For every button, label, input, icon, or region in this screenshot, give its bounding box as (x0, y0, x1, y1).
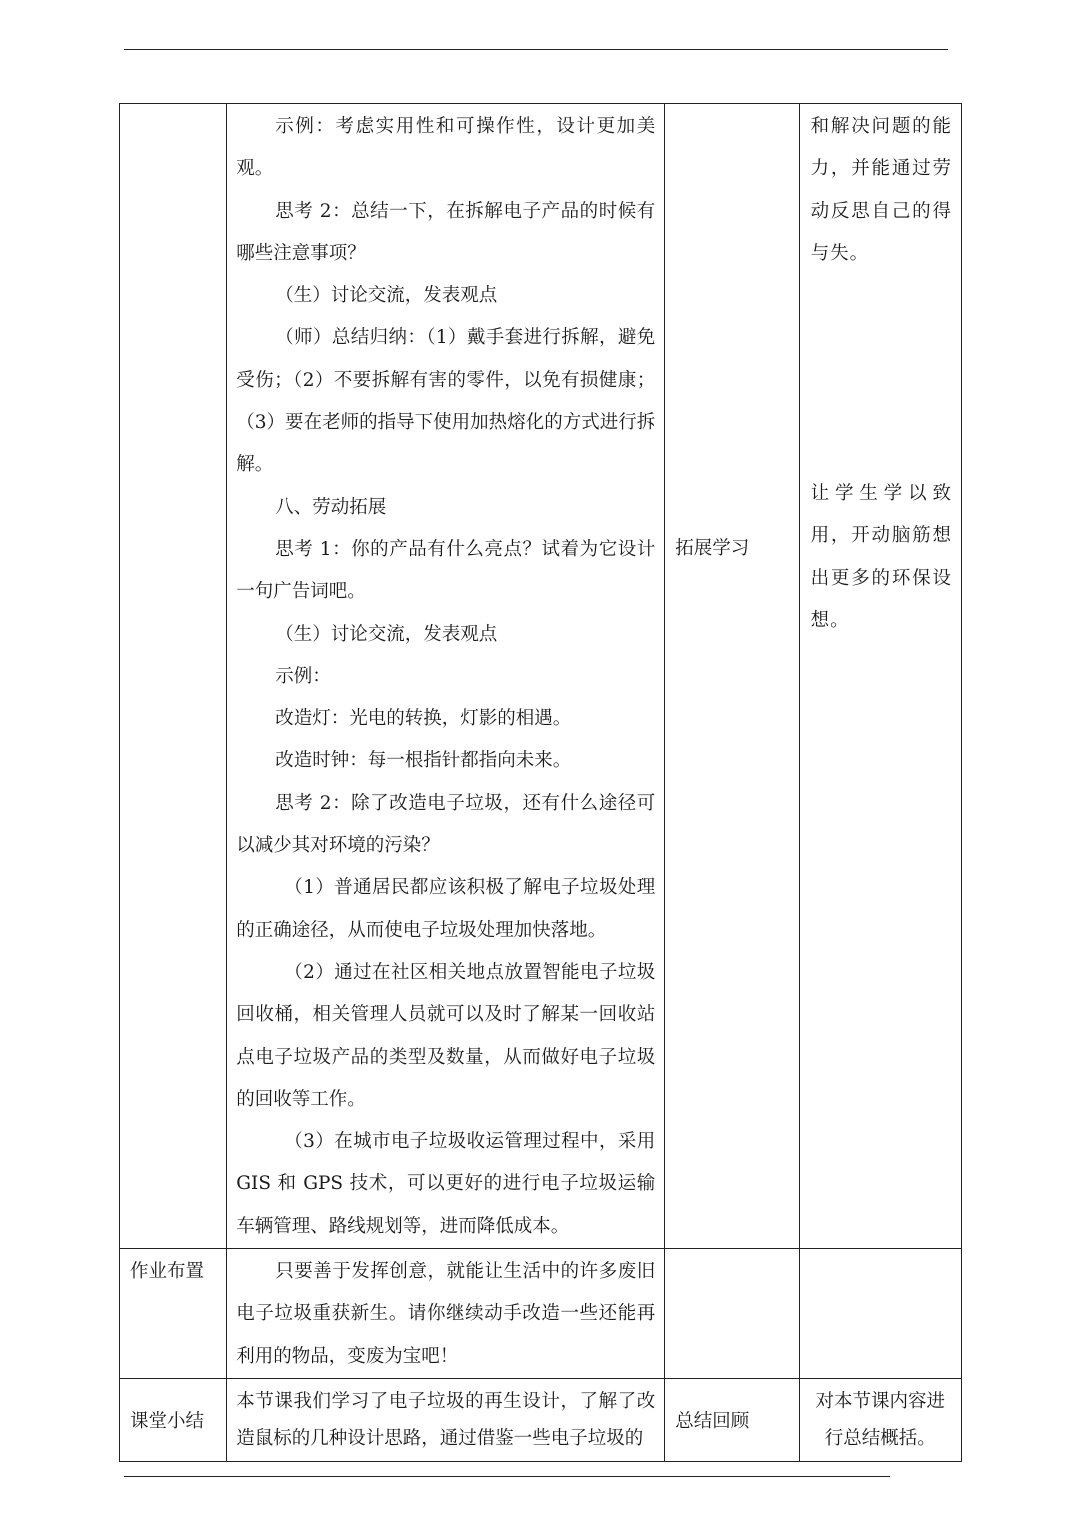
intent-text-top (800, 104, 961, 275)
lesson-plan-table (119, 103, 962, 1462)
paragraph: 本节课我们学习了电子垃圾的再生设计，了解了改造鼠标的几种设计思路，通过借鉴一些电子垃圾的 (236, 1390, 656, 1449)
summary-label: 课堂小结 (130, 1410, 205, 1432)
summary-label-cell (120, 1378, 227, 1461)
homework-activity-cell (665, 1249, 799, 1379)
intent-paragraph: 和解决问题的能力，并能通过劳动反思自己的得与失。 (810, 116, 952, 264)
table-row-summary (120, 1378, 962, 1461)
table-row-homework (120, 1249, 962, 1379)
section-heading: 八、劳动拓展 (275, 496, 387, 518)
paragraph: 思考 1：你的产品有什么亮点？试着为它设计一句广告词吧。 (236, 538, 656, 603)
homework-content-cell (227, 1249, 665, 1379)
content-cell (227, 104, 665, 1249)
homework-label: 作业布置 (130, 1261, 205, 1283)
homework-text (227, 1249, 664, 1378)
summary-intent: 对本节课内容进行总结概括。 (815, 1390, 946, 1449)
intent-paragraph: 让学生学以致用，开动脑筋想出更多的环保设想。 (810, 483, 952, 632)
activity-cell (665, 104, 799, 1249)
homework-intent-cell (799, 1249, 961, 1379)
homework-label-cell (120, 1249, 227, 1379)
summary-intent-cell (799, 1378, 961, 1461)
summary-activity-cell (665, 1378, 799, 1461)
paragraph: 改造灯：光电的转换，灯影的相遇。 (275, 708, 572, 730)
activity-label: 拓展学习 (675, 538, 750, 559)
paragraph: （师）总结归纳：（1）戴手套进行拆解，避免受伤；（2）不要拆解有害的零件，以免有损健康；（3）要在老师的指导下使用加热熔化的方式进行拆解。 (236, 327, 656, 476)
intent-cell (799, 104, 961, 1249)
paragraph: 示例： (275, 665, 331, 687)
table-row-activities (120, 104, 962, 1249)
paragraph: 只要善于发挥创意，就能让生活中的许多废旧电子垃圾重获新生。请你继续动手改造一些还能再利用的物品，变废为宝吧！ (236, 1261, 656, 1367)
paragraph: 示例：考虑实用性和可操作性，设计更加美观。 (236, 116, 656, 180)
paragraph: 改造时钟：每一根指针都指向未来。 (275, 750, 572, 772)
paragraph: （2）通过在社区相关地点放置智能电子垃圾回收桶，相关管理人员就可以及时了解某一回收站点电子垃圾产品的类型及数量，从而做好电子垃圾的回收等工作。 (236, 961, 656, 1110)
paragraph: （3）在城市电子垃圾收运管理过程中，采用 GIS 和 GPS 技术，可以更好的进行电子垃圾运输车辆管理、路线规划等，进而降低成本。 (236, 1131, 656, 1237)
paragraph: 思考 2：除了改造电子垃圾，还有什么途径可以减少其对环境的污染？ (236, 792, 656, 857)
summary-activity: 总结回顾 (675, 1410, 750, 1432)
paragraph: （生）讨论交流，发表观点 (275, 623, 498, 645)
footer-rule (124, 1476, 890, 1477)
stage-cell-empty (120, 104, 227, 1249)
paragraph: （1）普通居民都应该积极了解电子垃圾处理的正确途径，从而使电子垃圾处理加快落地。 (236, 877, 656, 941)
paragraph: 思考 2：总结一下，在拆解电子产品的时候有哪些注意事项？ (236, 200, 656, 264)
summary-text (227, 1379, 664, 1457)
summary-content-cell (227, 1378, 665, 1461)
intent-text-mid (800, 471, 961, 642)
header-rule (124, 49, 948, 50)
paragraph: （生）讨论交流，发表观点 (275, 285, 498, 307)
content-text (227, 104, 664, 1248)
